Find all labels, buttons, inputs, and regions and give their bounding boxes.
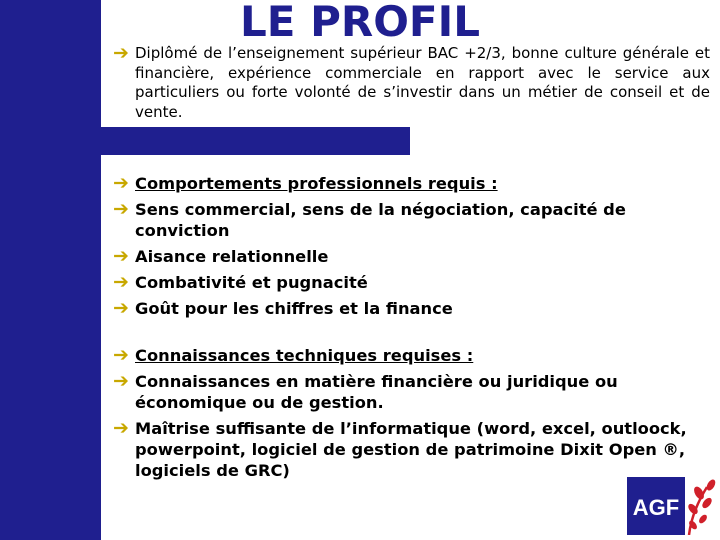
intro-block	[113, 44, 710, 122]
left-decorative-bar	[0, 0, 101, 540]
list-item-text: Sens commercial, sens de la négociation, capacité de conviction	[135, 200, 626, 240]
list-item	[113, 298, 710, 319]
right-arrow-icon: ➔	[113, 245, 129, 267]
right-arrow-icon: ➔	[113, 172, 129, 194]
right-arrow-icon: ➔	[113, 297, 129, 319]
list-item	[113, 272, 710, 293]
logo-branch-icon	[686, 478, 717, 535]
list-item	[113, 199, 710, 241]
intro-text: Diplômé de l’enseignement supérieur BAC +2/3, bonne culture générale et financière, expérience commerciale en rapport avec le service aux particuliers ou forte volonté de s’investir dans un métier de conseil et de vente.	[135, 44, 710, 121]
right-arrow-icon: ➔	[113, 417, 129, 439]
right-arrow-icon: ➔	[113, 198, 129, 220]
list-item-text: Goût pour les chiffres et la finance	[135, 299, 453, 318]
list-item	[113, 418, 710, 481]
right-arrow-icon: ➔	[113, 344, 129, 366]
right-arrow-icon: ➔	[113, 271, 129, 293]
list-item-text: Connaissances en matière financière ou juridique ou économique ou de gestion.	[135, 372, 618, 412]
slide-title: LE PROFIL	[240, 0, 480, 46]
header-band	[101, 127, 410, 155]
right-arrow-icon: ➔	[113, 42, 129, 64]
section-heading: Comportements professionnels requis :	[135, 174, 498, 193]
right-arrow-icon: ➔	[113, 370, 129, 392]
section-technical	[113, 345, 710, 486]
section-heading: Connaissances techniques requises :	[135, 346, 474, 365]
list-item-text: Combativité et pugnacité	[135, 273, 368, 292]
section-behaviors	[113, 173, 710, 324]
list-item	[113, 246, 710, 267]
list-item	[113, 371, 710, 413]
list-item	[113, 173, 710, 194]
list-item-text: Maîtrise suffisante de l’informatique (word, excel, outloock, powerpoint, logiciel de gestion de patrimoine Dixit Open ®, logiciels de GRC)	[135, 419, 687, 480]
list-item	[113, 345, 710, 366]
list-item-text: Aisance relationnelle	[135, 247, 329, 266]
agf-logo	[627, 473, 717, 535]
logo-text: AGF	[632, 495, 680, 520]
